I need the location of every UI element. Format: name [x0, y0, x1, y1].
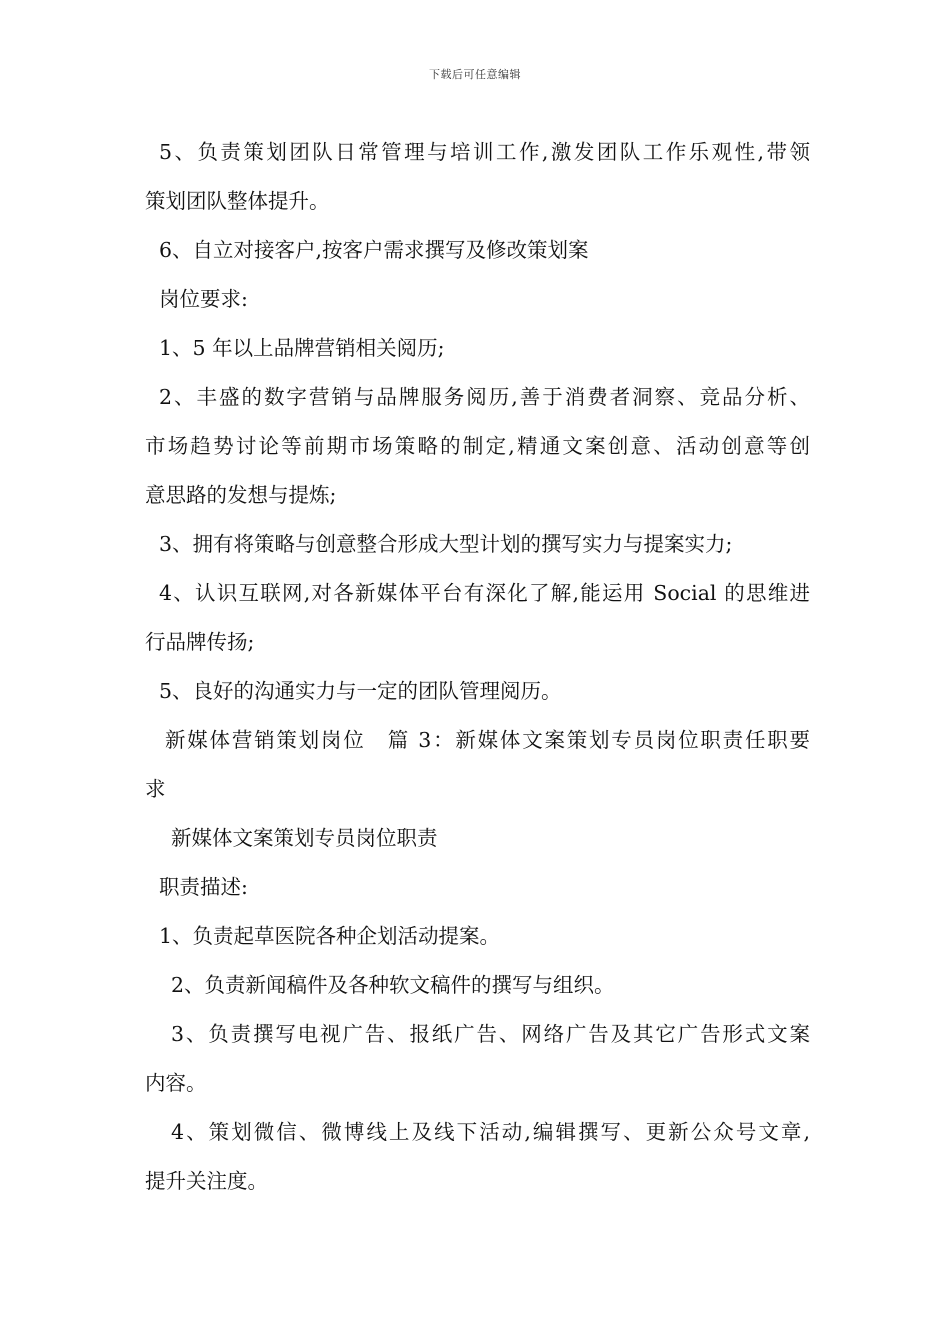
list-item: 5、良好的沟通实力与一定的团队管理阅历。	[159, 679, 562, 703]
paragraph-line: 5、负责策划团队日常管理与培训工作,激发团队工作乐观性,带领	[159, 140, 810, 164]
paragraph-line: 行品牌传扬;	[145, 630, 255, 654]
page-header: 下载后可任意编辑	[429, 68, 521, 81]
list-item: 2、负责新闻稿件及各种软文稿件的撰写与组织。	[171, 973, 615, 997]
list-item: 1、负责起草医院各种企划活动提案。	[159, 924, 501, 948]
list-item: 4、认识互联网,对各新媒体平台有深化了解,能运用 Social 的思维进	[159, 581, 810, 605]
list-item: 3、拥有将策略与创意整合形成大型计划的撰写实力与提案实力;	[159, 532, 733, 556]
section-heading: 职责描述:	[159, 875, 248, 899]
paragraph-line: 市场趋势讨论等前期市场策略的制定,精通文案创意、活动创意等创	[145, 434, 810, 458]
list-item: 2、丰盛的数字营销与品牌服务阅历,善于消费者洞察、竞品分析、	[159, 385, 810, 409]
section-title: 新媒体营销策划岗位 篇 3：新媒体文案策划专员岗位职责任职要	[165, 728, 810, 752]
paragraph-line: 6、自立对接客户,按客户需求撰写及修改策划案	[159, 238, 589, 262]
list-item: 3、负责撰写电视广告、报纸广告、网络广告及其它广告形式文案	[171, 1022, 810, 1046]
paragraph-line: 策划团队整体提升。	[145, 189, 330, 213]
list-item: 1、5 年以上品牌营销相关阅历;	[159, 336, 445, 360]
paragraph-line: 内容。	[145, 1071, 207, 1095]
section-subtitle: 新媒体文案策划专员岗位职责	[171, 826, 438, 850]
section-heading: 岗位要求:	[159, 287, 248, 311]
paragraph-line: 意思路的发想与提炼;	[145, 483, 337, 507]
document-body	[145, 128, 810, 1206]
list-item: 4、策划微信、微博线上及线下活动,编辑撰写、更新公众号文章,	[171, 1120, 810, 1144]
paragraph-line: 提升关注度。	[145, 1169, 268, 1193]
section-title-continued: 求	[145, 777, 166, 801]
